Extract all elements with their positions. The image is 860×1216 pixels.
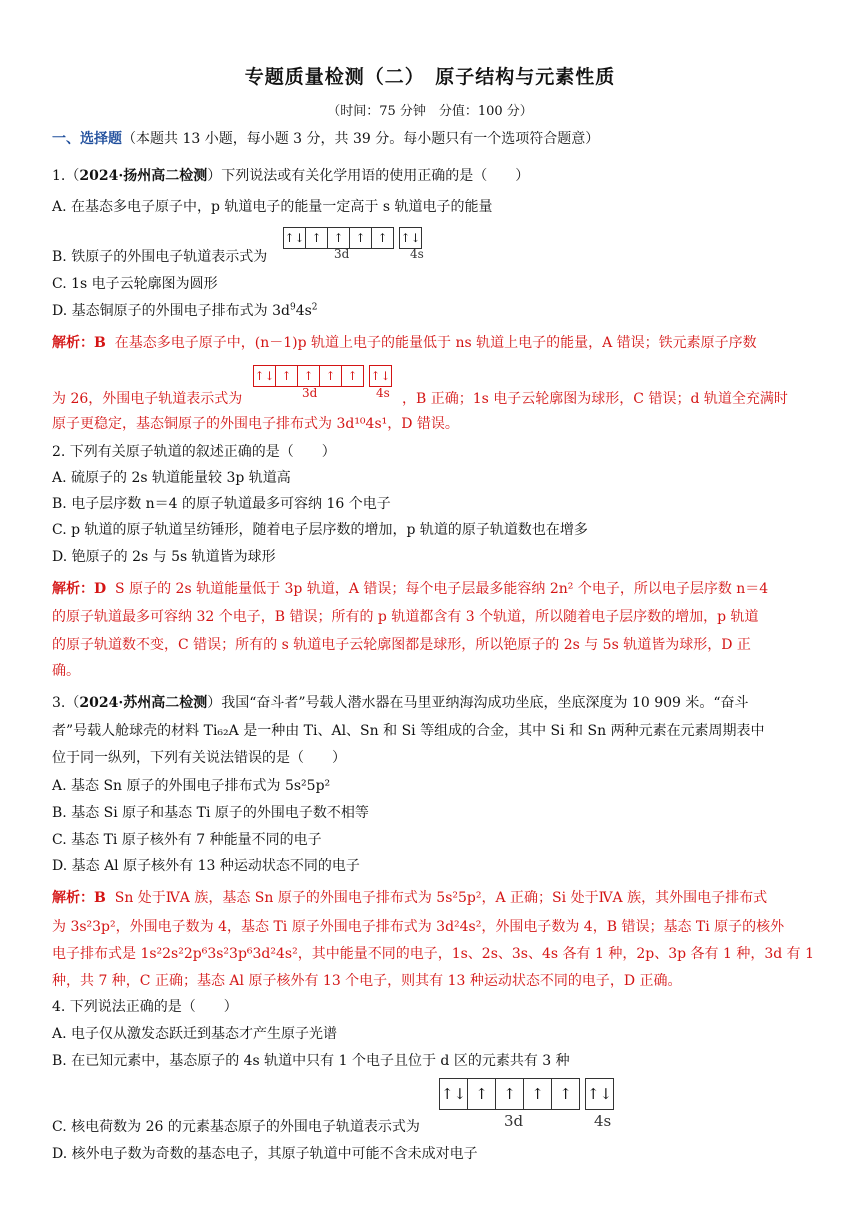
q3-stem-line2: 者”号载人舱球壳的材料 Ti₆₂A 是一种由 Ti、Al、Sn 和 Si 等组成的合金，其中 Si 和 Sn 两种元素在元素周期表中 <box>52 723 765 739</box>
q3-analysis-line1: 解析：B Sn 处于ⅣA 族，基态 Sn 原子的外围电子排布式为 5s²5p²，A 正确；Si 处于ⅣA 族，其外围电子排布式 <box>52 890 768 906</box>
q3-option-c: C. 基态 Ti 原子核外有 7 种能量不同的电子 <box>52 832 322 848</box>
orbital-box: ↑ <box>523 1078 552 1110</box>
orbital-box: ↑ <box>495 1078 524 1110</box>
answer-letter: B <box>94 335 106 351</box>
q4-option-b: B. 在已知元素中，基态原子的 4s 轨道中只有 1 个电子且位于 d 区的元素共有 3 种 <box>52 1053 570 1069</box>
q1-option-d: D. 基态铜原子的外围电子排布式为 $3d^94s^2$ <box>52 302 318 319</box>
section-heading <box>52 130 599 148</box>
q2-analysis-line1: 解析：D S 原子的 2s 轨道能量低于 3p 轨道，A 错误；每个电子层最多能容纳 2n² 个电子，所以电子层序数 n＝4 <box>52 581 769 597</box>
answer-letter: D <box>94 581 107 597</box>
q2-option-a: A. 硫原子的 2s 轨道能量较 3p 轨道高 <box>52 470 291 486</box>
q1-orbital-diagram <box>284 227 422 249</box>
q3-stem-line3: 位于同一纵列，下列有关说法错误的是（ ） <box>52 750 346 766</box>
orbital-box: ↑ <box>275 365 298 387</box>
orbital-box: ↑ <box>371 227 394 249</box>
orbital-label-4s: 4s <box>376 386 390 400</box>
q1-analysis-line3: 原子更稳定，基态铜原子的外围电子排布式为 3d¹⁰4s¹，D 错误。 <box>52 416 459 432</box>
orbital-box: ↑ <box>467 1078 496 1110</box>
q1-option-c: C. 1s 电子云轮廓图为圆形 <box>52 276 218 292</box>
orbital-box: ↑↓ <box>439 1078 468 1110</box>
orbital-label-3d: 3d <box>334 247 350 261</box>
orbital-box: ↑↓ <box>253 365 276 387</box>
q2-analysis-line3: 的原子轨道数不变，C 错误；所有的 s 轨道电子云轮廓图都是球形，所以铯原子的 2s 与 5s 轨道皆为球形，D 正 <box>52 637 751 653</box>
orbital-label-4s: 4s <box>410 247 424 261</box>
q2-stem: 2. 下列有关原子轨道的叙述正确的是（ ） <box>52 444 336 460</box>
q3-analysis-line3: 电子排布式是 1s²2s²2p⁶3s²3p⁶3d²4s²，其中能量不同的电子，1s、2s、3s、4s 各有 1 种，2p、3p 各有 1 种，3d 有 1 <box>52 946 815 962</box>
orbital-label-4s: 4s <box>594 1112 612 1130</box>
q4-stem: 4. 下列说法正确的是（ ） <box>52 999 238 1015</box>
page-title: 专题质量检测（二） 原子结构与元素性质 <box>244 66 616 88</box>
orbital-box: ↑ <box>349 227 372 249</box>
q4-orbital-diagram <box>440 1078 614 1110</box>
orbital-box: ↑↓ <box>283 227 306 249</box>
q3-analysis-line4: 种，共 7 种，C 正确；基态 Al 原子核外有 13 个电子，则其有 13 种运动状态不同的电子，D 正确。 <box>52 973 682 989</box>
orbital-box: ↑↓ <box>585 1078 614 1110</box>
analysis-label: 解析： <box>52 335 94 351</box>
q3-stem-line1: 3.（2024·苏州高二检测）我国“奋斗者”号载人潜水器在马里亚纳海沟成功坐底，坐底深度为 10 909 米。“奋斗 <box>52 695 749 711</box>
orbital-box: ↑ <box>319 365 342 387</box>
q1-option-b: B. 铁原子的外围电子轨道表示式为 <box>52 249 268 265</box>
q1-analysis-line2: 为 26，外围电子轨道表示式为 <box>52 391 243 407</box>
orbital-box: ↑ <box>297 365 320 387</box>
orbital-box: ↑ <box>327 227 350 249</box>
q4-option-a: A. 电子仅从激发态跃迁到基态才产生原子光谱 <box>52 1026 338 1042</box>
q2-analysis-line2: 的原子轨道最多可容纳 32 个电子，B 错误；所有的 p 轨道都含有 3 个轨道，所以随着电子层序数的增加，p 轨道 <box>52 609 759 625</box>
q3-analysis-line2: 为 3s²3p²，外围电子数为 4，基态 Ti 原子外围电子排布式为 3d²4s²，外围电子数为 4，B 错误；基态 Ti 原子的核外 <box>52 919 785 935</box>
q1-stem: 1.（2024·扬州高二检测）下列说法或有关化学用语的使用正确的是（ ） <box>52 168 530 184</box>
section-label: 一、选择题 <box>52 131 122 147</box>
orbital-box: ↑ <box>305 227 328 249</box>
q1-option-a: A. 在基态多电子原子中，p 轨道电子的能量一定高于 s 轨道电子的能量 <box>52 199 493 215</box>
q3-option-b: B. 基态 Si 原子和基态 Ti 原子的外围电子数不相等 <box>52 805 369 821</box>
q1-analysis-line1: 解析：B 在基态多电子原子中，(n－1)p 轨道上电子的能量低于 ns 轨道上电子的能量，A 错误；铁元素原子序数 <box>52 335 757 351</box>
analysis-label: 解析： <box>52 890 94 906</box>
q1-source: 2024·扬州高二检测 <box>79 168 208 184</box>
analysis-label: 解析： <box>52 581 94 597</box>
orbital-label-3d: 3d <box>302 386 318 400</box>
q1-analysis-line2b: ，B 正确；1s 电子云轮廓图为球形，C 错误；d 轨道全充满时 <box>402 391 788 407</box>
q1-analysis-orbital-diagram <box>254 365 392 387</box>
q2-option-d: D. 铯原子的 2s 与 5s 轨道皆为球形 <box>52 549 276 565</box>
answer-letter: B <box>94 890 106 906</box>
orbital-box: ↑↓ <box>399 227 422 249</box>
page-subtitle: （时间：75 分钟 分值：100 分） <box>327 104 533 119</box>
q3-option-d: D. 基态 Al 原子核外有 13 种运动状态不同的电子 <box>52 858 360 874</box>
q3-option-a: A. 基态 Sn 原子的外围电子排布式为 5s²5p² <box>52 778 331 794</box>
q2-option-c: C. p 轨道的原子轨道呈纺锤形，随着电子层序数的增加，p 轨道的原子轨道数也在增多 <box>52 522 588 538</box>
q2-option-b: B. 电子层序数 n＝4 的原子轨道最多可容纳 16 个电子 <box>52 496 391 512</box>
q3-source: 2024·苏州高二检测 <box>79 695 208 711</box>
orbital-label-3d: 3d <box>504 1112 524 1130</box>
section-desc: （本题共 13 小题，每小题 3 分，共 39 分。每小题只有一个选项符合题意） <box>122 131 600 147</box>
q2-analysis-line4: 确。 <box>52 663 80 679</box>
orbital-box: ↑↓ <box>369 365 392 387</box>
q4-option-d: D. 核外电子数为奇数的基态电子，其原子轨道中可能不含未成对电子 <box>52 1146 478 1162</box>
orbital-box: ↑ <box>341 365 364 387</box>
q4-option-c: C. 核电荷数为 26 的元素基态原子的外围电子轨道表示式为 <box>52 1119 420 1135</box>
orbital-box: ↑ <box>551 1078 580 1110</box>
